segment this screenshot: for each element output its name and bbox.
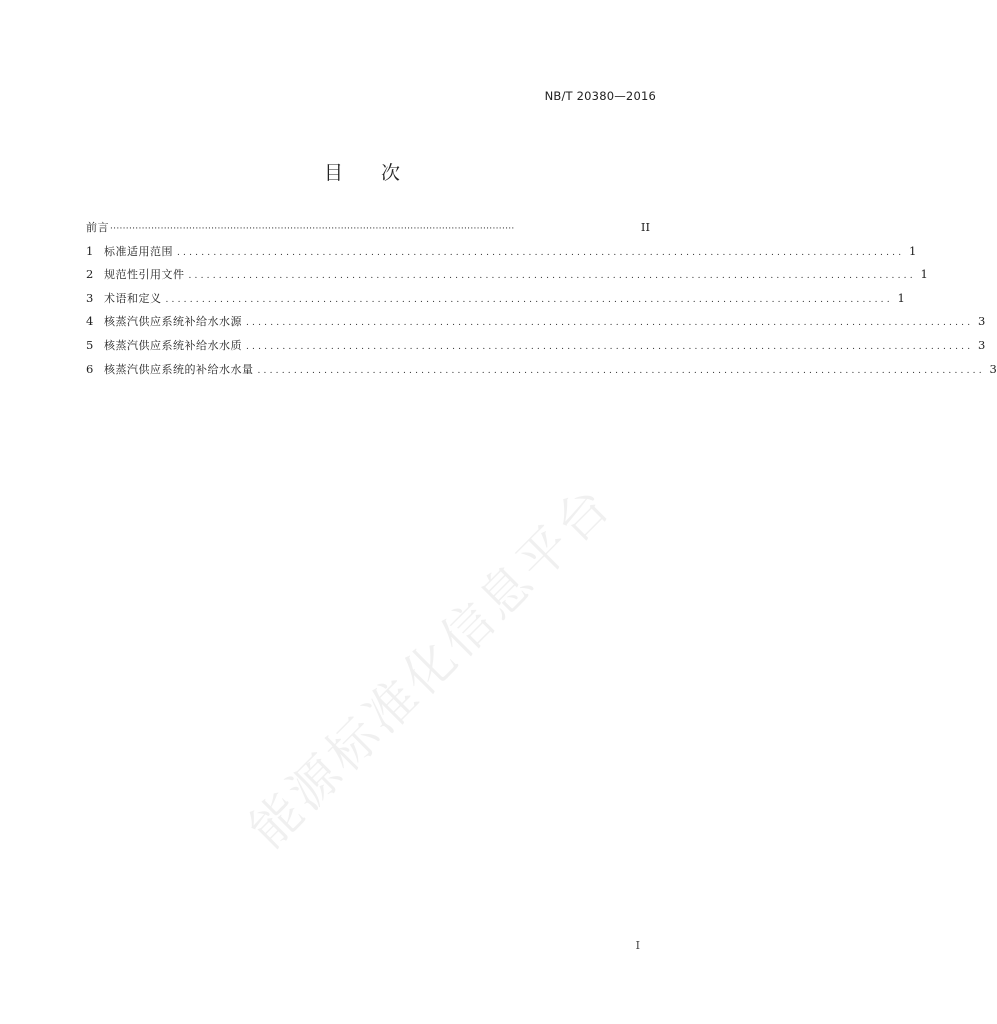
toc-entry-label: 核蒸汽供应系统补给水水源: [104, 315, 242, 329]
toc-entry-foreword[interactable]: [86, 219, 650, 243]
toc-entry-label: 标准适用范围: [104, 244, 173, 258]
toc-entry-number: 3: [86, 290, 94, 305]
page-number: I: [635, 939, 640, 952]
watermark-text: 能源标准化信息平台: [238, 474, 624, 860]
toc-leader-dots: ........................................................................................................................: [177, 247, 905, 258]
toc-title: [0, 158, 724, 185]
toc-entry-page: 3: [977, 337, 986, 352]
toc-entry-number: 2: [86, 267, 94, 282]
toc-entry-label: 核蒸汽供应系统补给水水质: [104, 338, 242, 352]
toc-leader-dots: ································································································································: [110, 224, 515, 234]
table-of-contents: [86, 219, 997, 384]
toc-entry-label: 核蒸汽供应系统的补给水水量: [104, 362, 254, 376]
toc-entry-page: 3: [977, 314, 986, 329]
toc-entry-3[interactable]: [86, 290, 905, 314]
toc-entry-number: 5: [86, 337, 94, 352]
toc-leader-dots: ........................................................................................................................: [165, 294, 893, 305]
toc-entry-1[interactable]: [86, 243, 917, 267]
toc-entry-6[interactable]: [86, 361, 997, 385]
toc-leader-dots: ........................................................................................................................: [257, 365, 985, 376]
document-code: NB/T 20380—2016: [544, 89, 656, 103]
toc-entry-page: 1: [920, 267, 928, 282]
toc-title-part2: 次: [381, 162, 401, 184]
toc-entry-label: 规范性引用文件: [104, 268, 185, 282]
toc-entry-5[interactable]: [86, 337, 986, 361]
toc-title-part1: 目: [323, 162, 343, 184]
toc-entry-2[interactable]: [86, 266, 928, 290]
toc-leader-dots: ........................................................................................................................: [246, 341, 974, 352]
toc-entry-page: 3: [989, 361, 997, 376]
toc-entry-page: II: [640, 220, 650, 234]
toc-entry-page: 1: [897, 290, 905, 305]
toc-entry-page: 1: [908, 243, 917, 258]
toc-entry-number: 6: [86, 361, 94, 376]
toc-entry-number: 1: [86, 243, 94, 258]
toc-entry-label: 前言: [86, 221, 109, 234]
toc-leader-dots: ........................................................................................................................: [188, 271, 916, 282]
toc-entry-number: 4: [86, 314, 94, 329]
toc-entry-4[interactable]: [86, 313, 986, 337]
toc-entry-label: 术语和定义: [104, 291, 162, 305]
toc-leader-dots: ........................................................................................................................: [246, 318, 974, 329]
